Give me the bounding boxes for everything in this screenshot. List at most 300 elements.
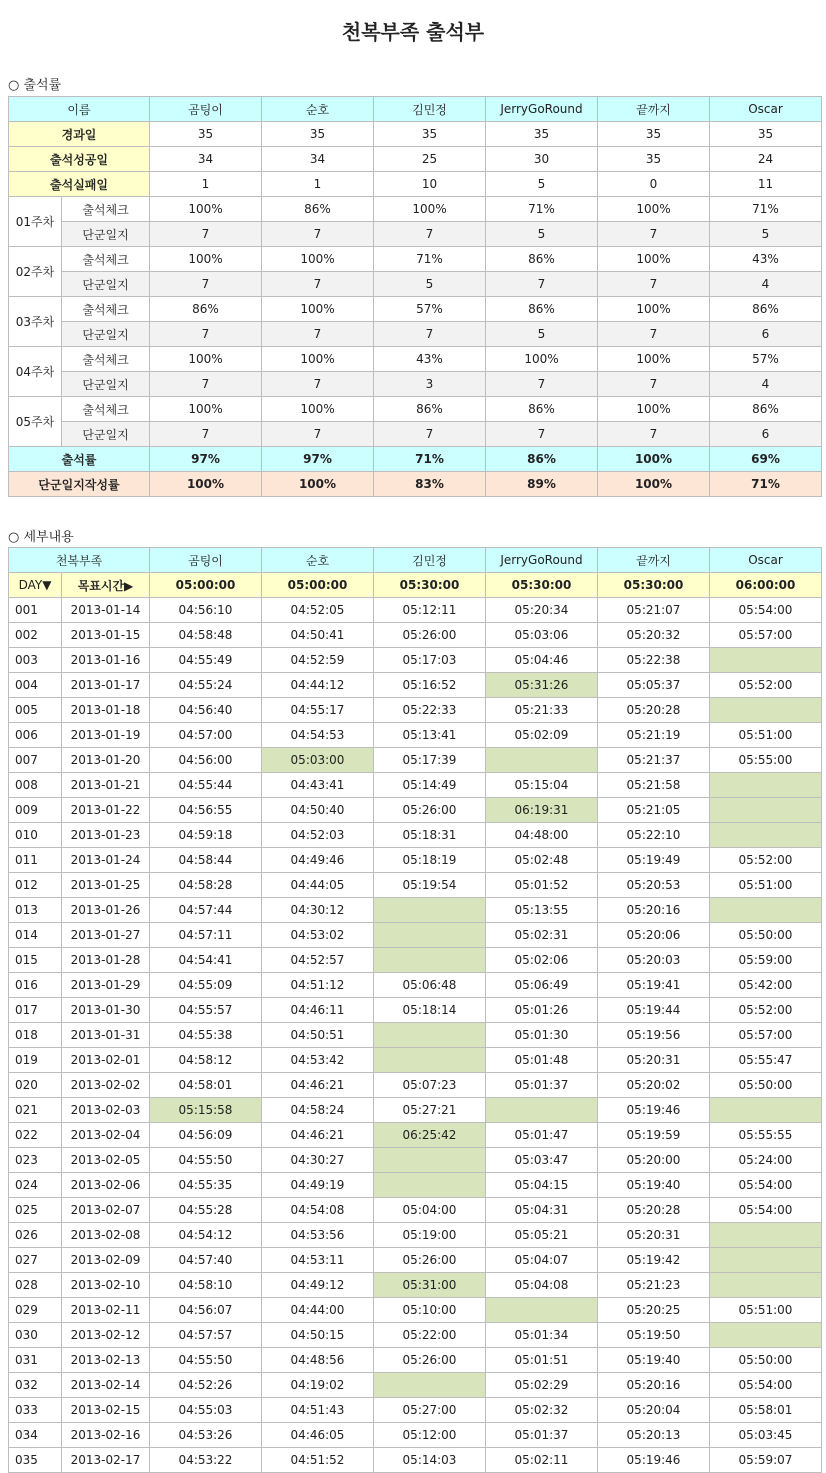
summary-value-cell: 11 [710,172,822,197]
missed-time-cell: 05:15:58 [150,1098,262,1123]
missed-time-cell: 06:19:31 [486,798,598,823]
diary-value-cell: 7 [262,322,374,347]
day-number-cell: 009 [9,798,62,823]
check-value-cell: 86% [374,397,486,422]
date-cell: 2013-02-17 [62,1448,150,1473]
time-cell: 04:56:55 [150,798,262,823]
missed-time-cell: 05:31:00 [374,1273,486,1298]
time-cell: 05:07:23 [374,1073,486,1098]
summary-value-cell: 35 [486,122,598,147]
page-title: 천복부족 출석부 [341,20,485,44]
time-cell: 04:52:57 [262,948,374,973]
summary-value-cell: 35 [150,122,262,147]
time-cell: 04:51:52 [262,1448,374,1473]
date-cell: 2013-01-25 [62,873,150,898]
date-cell: 2013-02-16 [62,1423,150,1448]
summary-value-cell: 24 [710,147,822,172]
date-cell: 2013-01-16 [62,648,150,673]
diary-value-cell: 6 [710,422,822,447]
day-row [9,1198,822,1223]
check-value-cell: 100% [598,247,710,272]
week-diary-row [9,422,822,447]
check-label-cell: 출석체크 [62,397,150,422]
time-cell: 05:50:00 [710,1073,822,1098]
time-cell: 04:57:00 [150,723,262,748]
missed-time-cell [710,1248,822,1273]
time-cell: 05:55:00 [710,748,822,773]
day-row [9,873,822,898]
time-cell: 04:52:26 [150,1373,262,1398]
time-cell: 04:55:24 [150,673,262,698]
missed-time-cell [710,1273,822,1298]
day-number-cell: 015 [9,948,62,973]
date-cell: 2013-01-31 [62,1023,150,1048]
time-cell: 04:30:12 [262,898,374,923]
diary-label-cell: 단군일지 [62,372,150,397]
diary-rate-label: 단군일지작성률 [9,472,150,497]
summary-value-cell: 35 [598,147,710,172]
time-cell: 05:16:52 [374,673,486,698]
diary-value-cell: 7 [262,372,374,397]
time-cell: 04:50:41 [262,623,374,648]
summary-label-cell: 경과일 [9,122,150,147]
time-cell: 05:27:21 [374,1098,486,1123]
summary-label-cell: 출석성공일 [9,147,150,172]
missed-time-cell [710,1223,822,1248]
summary-value-cell: 35 [374,122,486,147]
time-cell: 05:12:00 [374,1423,486,1448]
time-cell: 05:01:30 [486,1023,598,1048]
member-header-cell: 김민정 [374,97,486,122]
time-cell: 05:18:14 [374,998,486,1023]
day-number-cell: 012 [9,873,62,898]
target-header-cell: 목표시간▶ [62,573,150,598]
time-cell: 05:13:55 [486,898,598,923]
diary-value-cell: 7 [598,372,710,397]
missed-time-cell [710,1323,822,1348]
missed-time-cell [710,898,822,923]
week-check-row [9,397,822,422]
day-row [9,1098,822,1123]
time-cell: 05:59:00 [710,948,822,973]
attendance-rate-value: 97% [150,447,262,472]
week-diary-row [9,222,822,247]
attendance-rate-value: 71% [374,447,486,472]
date-cell: 2013-02-07 [62,1198,150,1223]
time-cell: 05:19:40 [598,1348,710,1373]
time-cell: 04:48:00 [486,823,598,848]
summary-value-cell: 35 [710,122,822,147]
day-number-cell: 027 [9,1248,62,1273]
week-label-cell: 05주차 [9,397,62,447]
day-number-cell: 035 [9,1448,62,1473]
time-cell: 05:42:00 [710,973,822,998]
time-cell: 05:54:00 [710,1198,822,1223]
day-number-cell: 022 [9,1123,62,1148]
time-cell: 05:14:03 [374,1448,486,1473]
time-cell: 04:55:50 [150,1348,262,1373]
target-time-cell: 05:00:00 [262,573,374,598]
time-cell: 04:44:12 [262,673,374,698]
summary-value-cell: 35 [598,122,710,147]
week-diary-row [9,372,822,397]
target-time-cell: 05:30:00 [486,573,598,598]
time-cell: 05:21:19 [598,723,710,748]
date-cell: 2013-02-14 [62,1373,150,1398]
day-header-cell: DAY▼ [9,573,62,598]
day-row [9,1373,822,1398]
diary-value-cell: 5 [374,272,486,297]
time-cell: 05:02:06 [486,948,598,973]
diary-value-cell: 7 [598,272,710,297]
diary-value-cell: 7 [374,222,486,247]
summary-row [9,122,822,147]
day-row [9,798,822,823]
check-value-cell: 71% [374,247,486,272]
check-value-cell: 100% [374,197,486,222]
time-cell: 05:19:59 [598,1123,710,1148]
day-number-cell: 013 [9,898,62,923]
check-value-cell: 100% [150,197,262,222]
diary-value-cell: 7 [598,422,710,447]
time-cell: 05:03:06 [486,623,598,648]
day-row [9,1248,822,1273]
time-cell: 05:19:44 [598,998,710,1023]
time-cell: 05:20:28 [598,698,710,723]
time-cell: 05:20:16 [598,1373,710,1398]
diary-value-cell: 3 [374,372,486,397]
missed-time-cell: 05:31:26 [486,673,598,698]
missed-time-cell: 05:03:00 [262,748,374,773]
time-cell: 05:54:00 [710,598,822,623]
diary-value-cell: 7 [374,322,486,347]
date-cell: 2013-02-05 [62,1148,150,1173]
day-row [9,923,822,948]
time-cell: 04:56:40 [150,698,262,723]
day-number-cell: 016 [9,973,62,998]
time-cell: 05:15:04 [486,773,598,798]
day-row [9,1398,822,1423]
day-row [9,1323,822,1348]
member-header-cell: 김민정 [374,548,486,573]
time-cell: 05:17:03 [374,648,486,673]
time-cell: 05:26:00 [374,623,486,648]
time-cell: 05:50:00 [710,923,822,948]
day-row [9,1048,822,1073]
time-cell: 04:56:10 [150,598,262,623]
missed-time-cell [710,648,822,673]
diary-value-cell: 7 [598,322,710,347]
date-cell: 2013-02-06 [62,1173,150,1198]
member-header-cell: 끝까지 [598,97,710,122]
time-cell: 05:19:41 [598,973,710,998]
day-number-cell: 017 [9,998,62,1023]
diary-label-cell: 단군일지 [62,222,150,247]
member-header-cell: JerryGoRound [486,548,598,573]
check-value-cell: 100% [150,347,262,372]
time-cell: 05:02:31 [486,923,598,948]
time-cell: 04:56:07 [150,1298,262,1323]
time-cell: 05:54:00 [710,1373,822,1398]
missed-time-cell [486,748,598,773]
time-cell: 04:30:27 [262,1148,374,1173]
time-cell: 04:53:11 [262,1248,374,1273]
diary-value-cell: 7 [262,222,374,247]
day-number-cell: 019 [9,1048,62,1073]
time-cell: 04:54:41 [150,948,262,973]
time-cell: 04:58:44 [150,848,262,873]
missed-time-cell [374,1023,486,1048]
day-row [9,623,822,648]
member-header-cell: Oscar [710,97,822,122]
diary-value-cell: 7 [150,422,262,447]
time-cell: 05:20:00 [598,1148,710,1173]
check-value-cell: 100% [262,347,374,372]
time-cell: 04:57:44 [150,898,262,923]
member-header-cell: 곰팅이 [150,97,262,122]
time-cell: 04:58:48 [150,623,262,648]
time-cell: 05:24:00 [710,1148,822,1173]
week-label-cell: 04주차 [9,347,62,397]
time-cell: 05:19:54 [374,873,486,898]
missed-time-cell [374,898,486,923]
day-number-cell: 002 [9,623,62,648]
time-cell: 04:49:19 [262,1173,374,1198]
time-cell: 05:01:52 [486,873,598,898]
day-row [9,1298,822,1323]
missed-time-cell [710,698,822,723]
name-header-cell: 이름 [9,97,150,122]
time-cell: 05:22:10 [598,823,710,848]
time-cell: 05:20:32 [598,623,710,648]
member-header-cell: 곰팅이 [150,548,262,573]
diary-rate-value: 100% [598,472,710,497]
check-value-cell: 71% [486,197,598,222]
time-cell: 05:27:00 [374,1398,486,1423]
time-cell: 04:53:26 [150,1423,262,1448]
day-row [9,1423,822,1448]
diary-value-cell: 7 [150,322,262,347]
attendance-rate-value: 86% [486,447,598,472]
missed-time-cell [710,773,822,798]
time-cell: 05:20:06 [598,923,710,948]
time-cell: 05:04:00 [374,1198,486,1223]
summary-label-cell: 출석실패일 [9,172,150,197]
date-cell: 2013-02-15 [62,1398,150,1423]
day-number-cell: 021 [9,1098,62,1123]
time-cell: 04:51:12 [262,973,374,998]
target-row [9,573,822,598]
time-cell: 05:02:09 [486,723,598,748]
time-cell: 05:50:00 [710,1348,822,1373]
time-cell: 04:46:05 [262,1423,374,1448]
time-cell: 05:20:13 [598,1423,710,1448]
time-cell: 05:10:00 [374,1298,486,1323]
diary-rate-value: 100% [262,472,374,497]
time-cell: 04:54:12 [150,1223,262,1248]
check-value-cell: 86% [710,297,822,322]
day-row [9,823,822,848]
check-value-cell: 100% [598,347,710,372]
date-cell: 2013-01-23 [62,823,150,848]
diary-value-cell: 7 [598,222,710,247]
summary-value-cell: 1 [150,172,262,197]
summary-row [9,172,822,197]
check-value-cell: 100% [598,197,710,222]
date-cell: 2013-02-08 [62,1223,150,1248]
attendance-detail-table [8,547,822,1473]
time-cell: 04:55:49 [150,648,262,673]
target-time-cell: 05:00:00 [150,573,262,598]
summary-value-cell: 35 [262,122,374,147]
time-cell: 05:01:48 [486,1048,598,1073]
time-cell: 04:56:00 [150,748,262,773]
detail-header-row [9,548,822,573]
day-number-cell: 020 [9,1073,62,1098]
time-cell: 05:01:34 [486,1323,598,1348]
attendance-rate-value: 69% [710,447,822,472]
time-cell: 04:50:15 [262,1323,374,1348]
day-row [9,748,822,773]
attendance-rate-value: 100% [598,447,710,472]
time-cell: 05:04:46 [486,648,598,673]
missed-time-cell [374,1173,486,1198]
diary-label-cell: 단군일지 [62,272,150,297]
diary-rate-value: 89% [486,472,598,497]
time-cell: 05:20:03 [598,948,710,973]
diary-value-cell: 4 [710,272,822,297]
time-cell: 05:04:07 [486,1248,598,1273]
missed-time-cell [486,1298,598,1323]
time-cell: 05:04:31 [486,1198,598,1223]
target-time-cell: 05:30:00 [598,573,710,598]
day-row [9,848,822,873]
day-row [9,948,822,973]
day-row [9,673,822,698]
diary-value-cell: 5 [486,222,598,247]
day-number-cell: 018 [9,1023,62,1048]
day-number-cell: 005 [9,698,62,723]
date-cell: 2013-02-12 [62,1323,150,1348]
day-number-cell: 025 [9,1198,62,1223]
date-cell: 2013-01-26 [62,898,150,923]
time-cell: 05:21:07 [598,598,710,623]
summary-row [9,147,822,172]
day-number-cell: 028 [9,1273,62,1298]
date-cell: 2013-01-17 [62,673,150,698]
day-row [9,1223,822,1248]
time-cell: 05:19:42 [598,1248,710,1273]
time-cell: 04:53:02 [262,923,374,948]
time-cell: 04:53:56 [262,1223,374,1248]
time-cell: 04:46:21 [262,1123,374,1148]
time-cell: 04:54:53 [262,723,374,748]
time-cell: 05:05:21 [486,1223,598,1248]
day-number-cell: 033 [9,1398,62,1423]
time-cell: 05:04:08 [486,1273,598,1298]
time-cell: 04:44:05 [262,873,374,898]
time-cell: 05:18:31 [374,823,486,848]
time-cell: 05:03:45 [710,1423,822,1448]
date-cell: 2013-02-10 [62,1273,150,1298]
time-cell: 05:20:34 [486,598,598,623]
check-value-cell: 100% [150,397,262,422]
week-label-cell: 01주차 [9,197,62,247]
diary-value-cell: 5 [486,322,598,347]
check-value-cell: 86% [486,247,598,272]
date-cell: 2013-01-21 [62,773,150,798]
time-cell: 04:57:40 [150,1248,262,1273]
time-cell: 05:26:00 [374,1348,486,1373]
date-cell: 2013-02-01 [62,1048,150,1073]
summary-value-cell: 34 [262,147,374,172]
time-cell: 04:52:05 [262,598,374,623]
time-cell: 05:59:07 [710,1448,822,1473]
week-diary-row [9,322,822,347]
day-row [9,698,822,723]
day-number-cell: 024 [9,1173,62,1198]
time-cell: 05:21:23 [598,1273,710,1298]
date-cell: 2013-01-28 [62,948,150,973]
time-cell: 05:05:37 [598,673,710,698]
day-number-cell: 014 [9,923,62,948]
day-row [9,773,822,798]
time-cell: 05:01:37 [486,1073,598,1098]
date-cell: 2013-02-04 [62,1123,150,1148]
check-value-cell: 57% [374,297,486,322]
time-cell: 05:01:51 [486,1348,598,1373]
week-diary-row [9,272,822,297]
time-cell: 04:55:57 [150,998,262,1023]
week-check-row [9,297,822,322]
date-cell: 2013-02-11 [62,1298,150,1323]
day-number-cell: 007 [9,748,62,773]
time-cell: 05:13:41 [374,723,486,748]
summary-value-cell: 30 [486,147,598,172]
day-number-cell: 034 [9,1423,62,1448]
time-cell: 04:52:03 [262,823,374,848]
date-cell: 2013-01-24 [62,848,150,873]
time-cell: 05:19:49 [598,848,710,873]
diary-rate-row [9,472,822,497]
check-value-cell: 86% [710,397,822,422]
time-cell: 05:58:01 [710,1398,822,1423]
time-cell: 04:50:40 [262,798,374,823]
time-cell: 05:54:00 [710,1173,822,1198]
diary-value-cell: 4 [710,372,822,397]
time-cell: 05:01:26 [486,998,598,1023]
diary-value-cell: 7 [486,422,598,447]
time-cell: 05:26:00 [374,798,486,823]
missed-time-cell [486,1098,598,1123]
day-row [9,1348,822,1373]
week-check-row [9,347,822,372]
day-number-cell: 026 [9,1223,62,1248]
check-label-cell: 출석체크 [62,247,150,272]
summary-value-cell: 25 [374,147,486,172]
time-cell: 05:20:02 [598,1073,710,1098]
date-cell: 2013-01-18 [62,698,150,723]
check-value-cell: 57% [710,347,822,372]
time-cell: 04:55:44 [150,773,262,798]
summary-value-cell: 5 [486,172,598,197]
time-cell: 05:02:11 [486,1448,598,1473]
day-row [9,1073,822,1098]
diary-value-cell: 7 [486,272,598,297]
time-cell: 05:12:11 [374,598,486,623]
time-cell: 05:51:00 [710,873,822,898]
time-cell: 04:55:28 [150,1198,262,1223]
